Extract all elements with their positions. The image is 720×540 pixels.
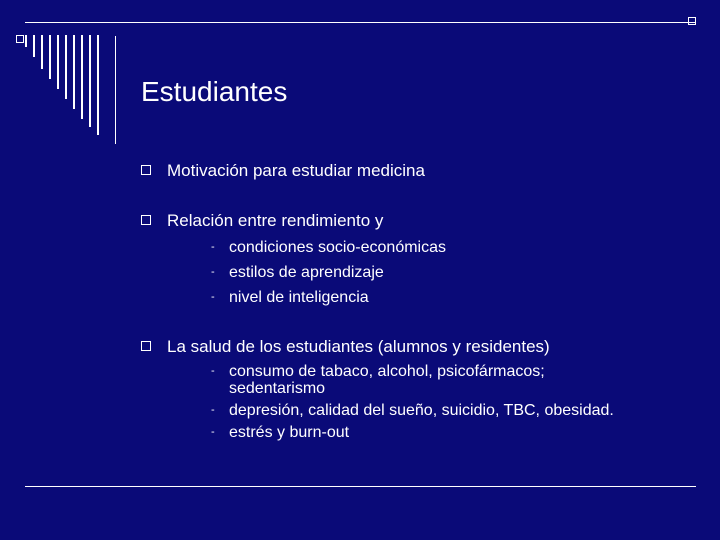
- corner-square-icon: [16, 35, 24, 43]
- slide-title: Estudiantes: [141, 76, 288, 107]
- decorative-bar: [81, 35, 83, 119]
- dash-marker: -: [211, 365, 215, 377]
- sub-list: [141, 362, 701, 442]
- sub-item-text: depresión, calidad del sueño, suicidio, TBC, obesidad.: [229, 402, 614, 419]
- bullet-text: Motivación para estudiar medicina: [167, 161, 425, 180]
- bottom-divider-line: [25, 486, 696, 487]
- decorative-bar: [73, 35, 75, 109]
- sub-item-continuation: [141, 379, 701, 398]
- corner-square-icon: [688, 17, 696, 25]
- decorative-bar: [25, 35, 27, 47]
- sub-item: [141, 398, 701, 423]
- square-bullet-icon: [141, 215, 151, 225]
- bullet-text: Relación entre rendimiento y: [167, 211, 384, 230]
- bullet-item: [141, 210, 701, 232]
- sub-item: [141, 423, 701, 442]
- sub-item-text: nivel de inteligencia: [229, 289, 369, 306]
- sub-item: [141, 285, 701, 310]
- decorative-bar: [41, 35, 43, 69]
- sub-item-text: consumo de tabaco, alcohol, psicofármacos;: [229, 363, 545, 380]
- square-bullet-icon: [141, 165, 151, 175]
- sub-list: [141, 235, 701, 310]
- dash-marker: -: [211, 404, 215, 416]
- sub-item-text: estilos de aprendizaje: [229, 264, 384, 281]
- sub-item-text: sedentarismo: [229, 380, 326, 397]
- decorative-bar: [97, 35, 99, 135]
- decorative-bar: [49, 35, 51, 79]
- decorative-bar: [65, 35, 67, 99]
- title-vertical-line: [115, 36, 116, 144]
- top-divider-line: [25, 22, 696, 23]
- sub-item: [141, 260, 701, 285]
- decorative-bar: [89, 35, 91, 127]
- bullet-list: [141, 160, 701, 442]
- bullet-item: [141, 160, 701, 182]
- sub-item: [141, 235, 701, 260]
- dash-marker: -: [211, 241, 215, 253]
- bullet-item: [141, 336, 701, 358]
- sub-item-text: condiciones socio-económicas: [229, 239, 446, 256]
- dash-marker: -: [211, 426, 215, 438]
- decorative-bar: [33, 35, 35, 57]
- dash-marker: -: [211, 291, 215, 303]
- dash-marker: -: [211, 266, 215, 278]
- decorative-bar: [57, 35, 59, 89]
- bullet-text: La salud de los estudiantes (alumnos y residentes): [167, 337, 550, 356]
- sub-item-text: estrés y burn-out: [229, 424, 350, 441]
- square-bullet-icon: [141, 341, 151, 351]
